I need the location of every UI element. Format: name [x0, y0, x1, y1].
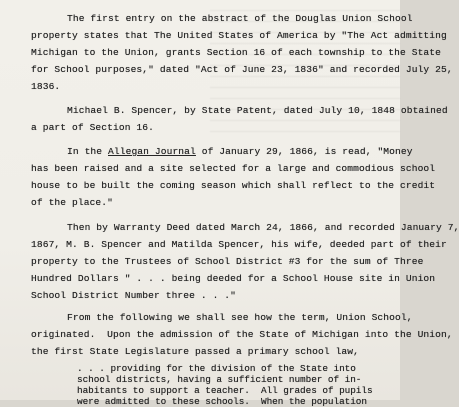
paragraph-3-line-1	[67, 147, 413, 157]
paragraph-4-line-5: School District Number three . . ."	[31, 290, 237, 301]
paragraph-3-line-1-prefix: In the	[67, 146, 109, 157]
paragraph-5-line-1: From the following we shall see how the term, Union School,	[67, 312, 413, 323]
paragraph-5-line-3: the first State Legislature passed a primary school law,	[31, 346, 360, 357]
paragraph-5-line-2: originated. Upon the admission of the State of Michigan into the Union,	[31, 329, 453, 340]
paragraph-4-line-1: Then by Warranty Deed dated March 24, 1866, and recorded January 7,	[67, 222, 459, 233]
paragraph-1-line-3: Michigan to the Union, grants Section 16 of each township to the State	[31, 47, 442, 58]
paragraph-3-line-2: has been raised and a site selected for a large and commodious school	[31, 163, 436, 174]
paragraph-3-line-4: of the place."	[31, 197, 114, 208]
paragraph-4-line-2: 1867, M. B. Spencer and Matilda Spencer, his wife, deeded part of their	[31, 239, 447, 250]
paragraph-1-line-1: The first entry on the abstract of the Douglas Union School	[67, 13, 413, 24]
paragraph-2-line-2: a part of Section 16.	[31, 122, 155, 133]
quote-line-1: . . . providing for the division of the State into	[77, 363, 356, 374]
paragraph-1-line-2: property states that The United States of America by "The Act admitting	[31, 30, 447, 41]
paragraph-3-line-1-suffix: of January 29, 1866, is read, "Money	[195, 146, 413, 157]
paragraph-2-line-1: Michael B. Spencer, by State Patent, dated July 10, 1848 obtained	[67, 105, 448, 116]
quote-line-2: school districts, having a sufficient number of in-	[77, 374, 362, 385]
paragraph-1-line-5: 1836.	[31, 81, 61, 92]
newspaper-title-allegan-journal: Allegan Journal	[108, 146, 196, 157]
paragraph-1-line-4: for School purposes," dated "Act of June 23, 1836" and recorded July 25,	[31, 64, 453, 75]
paragraph-3-line-3: house to be built the coming season which shall reflect to the credit	[31, 180, 436, 191]
paragraph-4-line-3: property to the Trustees of School District #3 for the sum of Three	[31, 256, 424, 267]
quote-line-4: were admitted to these schools. When the population	[77, 396, 367, 407]
quote-line-3: habitants to support a teacher. All grades of pupils	[77, 385, 373, 396]
paragraph-4-line-4: Hundred Dollars " . . . being deeded for a School House site in Union	[31, 273, 436, 284]
